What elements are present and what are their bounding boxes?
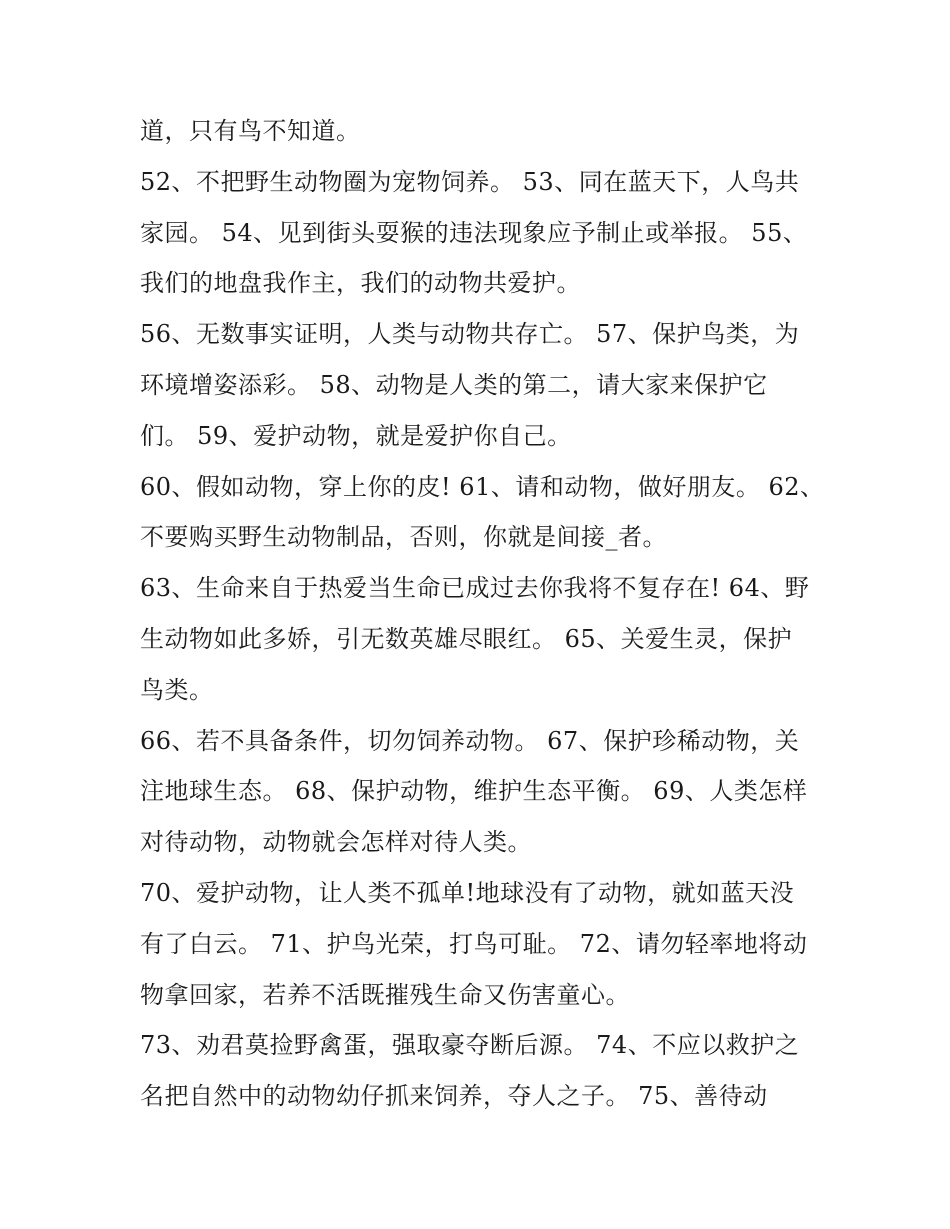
text-line-18: 物拿回家，若养不活既摧残生命又伤害童心。 — [140, 980, 630, 1009]
text-line-9: 不要购买野生动物制品，否则，你就是间接_者。 — [140, 523, 667, 552]
text-line-17: 有了白云。 71、护鸟光荣，打鸟可耻。 72、请勿轻率地将动 — [140, 929, 808, 958]
text-line-16: 70、爱护动物，让人类不孤单!地球没有了动物，就如蓝天没 — [140, 878, 795, 907]
text-line-20: 名把自然中的动物幼仔抓来饲养，夺人之子。 75、善待动 — [140, 1082, 768, 1111]
text-line-8: 60、假如动物，穿上你的皮! 61、请和动物，做好朋友。 62、 — [140, 472, 825, 501]
body-text — [140, 106, 825, 1122]
text-line-5: 56、无数事实证明，人类与动物共存亡。 57、保护鸟类，为 — [140, 320, 800, 349]
text-line-1: 道，只有鸟不知道。 — [140, 117, 361, 145]
text-line-19: 73、劝君莫捡野禽蛋，强取豪夺断后源。 74、不应以救护之 — [140, 1031, 800, 1060]
text-line-10: 63、生命来自于热爱当生命已成过去你我将不复存在! 64、野 — [140, 574, 810, 603]
text-line-13: 66、若不具备条件，切勿饲养动物。 67、保护珍稀动物，关 — [140, 726, 800, 755]
text-line-3: 家园。 54、见到街头耍猴的违法现象应予制止或举报。 55、 — [140, 218, 808, 247]
text-line-7: 们。 59、爱护动物，就是爱护你自己。 — [140, 421, 572, 450]
text-line-15: 对待动物，动物就会怎样对待人类。 — [140, 828, 532, 857]
text-line-4: 我们的地盘我作主，我们的动物共爱护。 — [140, 269, 581, 298]
text-line-6: 环境增姿添彩。 58、动物是人类的第二，请大家来保护它 — [140, 370, 768, 399]
text-line-2: 52、不把野生动物圈为宠物饲养。 53、同在蓝天下，人鸟共 — [140, 167, 800, 196]
text-line-14: 注地球生态。 68、保护动物，维护生态平衡。 69、人类怎样 — [140, 777, 808, 806]
text-line-12: 鸟类。 — [140, 675, 214, 704]
text-line-11: 生动物如此多娇，引无数英雄尽眼红。 65、关爱生灵，保护 — [140, 624, 793, 653]
